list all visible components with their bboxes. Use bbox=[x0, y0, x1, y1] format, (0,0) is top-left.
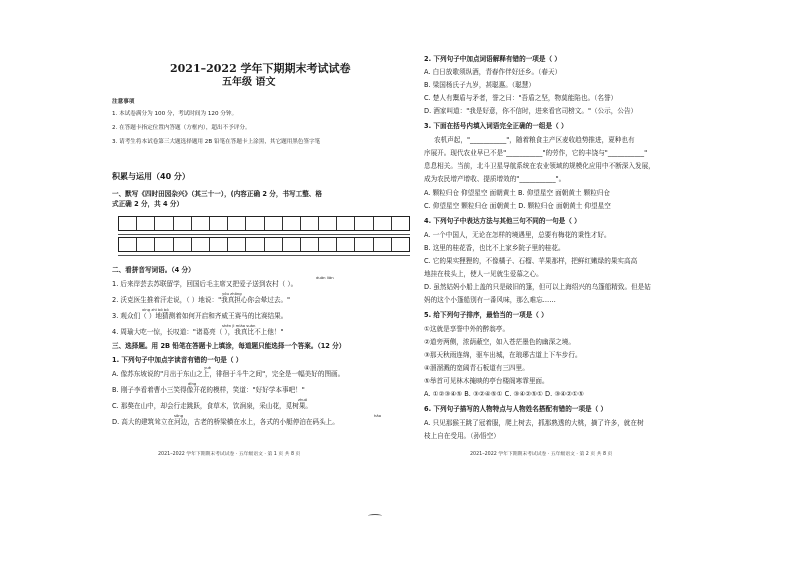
passage-line: 农机声起，"___________"，随着粮食主产区麦收趋势推进，夏种也有 bbox=[434, 136, 635, 144]
passage-line: 息息相关。当前，北斗卫星导航系统在农业领域的规模化应用中不断深入发展， bbox=[424, 162, 655, 170]
exam-page-1 bbox=[112, 40, 462, 510]
notice-heading: 注意事项 bbox=[112, 99, 135, 105]
question-6-heading: 6. 下列句子描写的人物特点与人物姓名搭配有错的一项是（ ） bbox=[424, 405, 608, 413]
grid-cell bbox=[246, 217, 264, 230]
question-5-heading: 5. 给下列句子排序，最恰当的一项是（ ） bbox=[424, 311, 548, 319]
grid-cell bbox=[119, 238, 137, 251]
pinyin-hint: yuè bbox=[204, 365, 211, 370]
grid-cell bbox=[174, 217, 192, 230]
pinyin-hint: xìng zhì bó bó bbox=[142, 307, 169, 312]
grid-cell bbox=[210, 238, 228, 251]
pinyin-hint: duān liǎn bbox=[316, 275, 334, 280]
option-line: 枝上自在受用。（孙悟空） bbox=[424, 432, 500, 440]
pinyin-hint: yóu zhōng bbox=[222, 291, 242, 296]
grid-cell bbox=[355, 238, 373, 251]
passage-line: 序展开。现代农业早已不是"___________"的劳作，它的丰饶与"___________" bbox=[424, 149, 648, 157]
question-1-line: 式正确 2 分，共 4 分） bbox=[112, 200, 184, 208]
option-line: B. 这里的桂花香，也比不上家乡院子里的桂花。 bbox=[424, 244, 565, 252]
option-line: A. 像苏东坡说的"月出于东山之上，徘徊于斗牛之间"，完全是一幅美好的图画。 bbox=[112, 370, 345, 378]
question-2-heading: 2. 下列句子中加点词语解释有错的一项是（ ） bbox=[424, 55, 561, 63]
grid-cell bbox=[192, 238, 210, 251]
sentence-item: ②道旁两侧，浓荫蔽空，如入苍茫墨色的幽深之境。 bbox=[424, 338, 575, 346]
grid-cell bbox=[319, 238, 337, 251]
grid-cell bbox=[155, 238, 173, 251]
grid-cell bbox=[210, 217, 228, 230]
page-footer: 2021–2022 学年下期期末考试试卷 · 五年级语文 · 第 2 页 共 8 页 bbox=[470, 452, 613, 457]
option-line: A. ①②③④⑤ B. ③②④⑤① C. ③④②⑤① D. ③④②①⑤ bbox=[424, 390, 584, 398]
grid-cell bbox=[174, 238, 192, 251]
pinyin-hint: shén jì miào suàn bbox=[222, 323, 256, 328]
grid-cell bbox=[137, 217, 155, 230]
notice-item: 2. 在答题卡指定位置内答题（方框内），超出不予评分。 bbox=[112, 125, 251, 131]
exam-subtitle: 五年级 语文 bbox=[222, 77, 276, 88]
grid-cell bbox=[228, 217, 246, 230]
grid-cell bbox=[392, 217, 409, 230]
grid-cell bbox=[228, 238, 246, 251]
question-4-heading: 4. 下列句子中表达方法与其他三句不同的一句是（ ） bbox=[424, 217, 581, 225]
option-line: A. 颗粒归仓 仰望星空 面朝黄土 B. 仰望星空 面朝黄土 颗粒归仓 bbox=[424, 189, 611, 197]
option-line: 地挂在枝头上，使人一见就生爱慕之心。 bbox=[424, 270, 543, 278]
grid-cell bbox=[119, 217, 137, 230]
pinyin-hint: hǎo bbox=[374, 413, 382, 418]
option-line: C. 楚人有鬻盾与矛者，誉之曰："吾盾之坚，物莫能陷也。（名誉） bbox=[424, 94, 618, 102]
question-3-heading: 三、选择题。用 2B 铅笔在答题卡上填涂，每道题只能选择一个答案。（12 分） bbox=[112, 342, 346, 350]
option-line: D. 高大的建筑耸立在河边，古老的桥梁横在水上，各式的小艇停泊在码头上。 bbox=[112, 418, 339, 426]
grid-cell bbox=[155, 217, 173, 230]
option-line: A. 一个中国人，无论在怎样的境遇里，总要有梅花的秉性才好。 bbox=[424, 231, 611, 239]
option-line: A. 只见那猴王跳了冠着服，爬上树去，抓那熟透的大桃，摘了许多，就在树 bbox=[424, 419, 644, 427]
sentence-item: ⑤举首可见林木掩映的亭台楼阁寒霏里面。 bbox=[424, 377, 549, 385]
grid-cell bbox=[246, 238, 264, 251]
grid-row bbox=[118, 237, 410, 252]
exam-title: 2021–2022 学年下期期末考试试卷 bbox=[170, 62, 351, 75]
grid-row bbox=[118, 216, 410, 231]
grid-cell bbox=[283, 217, 301, 230]
grid-cell bbox=[337, 217, 355, 230]
sentence-item: ③那天秋雨连绵，驱车出城，在琅琊古道上下车步行。 bbox=[424, 351, 582, 359]
page-footer: 2021–2022 学年下期期末考试试卷 · 五年级语文 · 第 1 页 共 8 页 bbox=[158, 452, 301, 457]
grid-cell bbox=[283, 238, 301, 251]
grid-cell bbox=[301, 217, 319, 230]
pinyin-hint: zhuó bbox=[298, 397, 308, 402]
page-divider-mark bbox=[368, 514, 382, 518]
option-line: B. 刚子李看着曹小三笑得像开花的模样，笑道："好好学本事吧！" bbox=[112, 386, 305, 394]
exam-page-2 bbox=[424, 40, 774, 510]
option-line: 妈的这个小篷船别有一番风味，那么难忘…… bbox=[424, 296, 556, 304]
grid-rule bbox=[118, 234, 410, 235]
notice-item: 1. 本试卷满分为 100 分，考试时间为 120 分钟。 bbox=[112, 111, 238, 117]
question-2-line: 4. 周瑜大吃一惊，长叹道："诸葛亮（ ），我真比不上他！" bbox=[112, 328, 284, 336]
option-line: D. 酒家叫道："我是好意，你不信时，进来看官司榜文。"（公示，公告） bbox=[424, 107, 638, 115]
grid-cell bbox=[337, 238, 355, 251]
option-line: C. 它的果实狸狸的，不像橘子、石榴、苹果那样，把鲜红嫩绿的果实高高 bbox=[424, 257, 638, 265]
pinyin-hint: sōng bbox=[174, 413, 184, 418]
grid-cell bbox=[374, 238, 392, 251]
pinyin-hint: dīng bbox=[188, 381, 197, 386]
grid-cell bbox=[137, 238, 155, 251]
option-line: C. 仰望星空 颗粒归仓 面朝黄土 D. 颗粒归仓 面朝黄土 仰望星空 bbox=[424, 202, 611, 210]
grid-cell bbox=[355, 217, 373, 230]
grid-cell bbox=[301, 238, 319, 251]
sentence-item: ①这就是享誉中外的醉翁亭。 bbox=[424, 325, 510, 333]
question-3-1-heading: 1. 下列句子中加点字读音有错的一句是（ ） bbox=[112, 356, 243, 364]
question-2-line: 1. 后来岸芸去苏联留学，回国后毛主席又把爱子送到农村（ ）。 bbox=[112, 280, 298, 288]
section-heading: 积累与运用（40 分） bbox=[112, 172, 190, 181]
question-3-heading: 3. 下面在括号内填入词语完全正确的一组是（ ） bbox=[424, 122, 568, 130]
option-line: D. 虽然姑妈小船上盖的只是破旧的篷，但可以上海绍兴的乌篷船精致。但是姑 bbox=[424, 283, 651, 291]
grid-cell bbox=[392, 238, 409, 251]
grid-cell bbox=[265, 238, 283, 251]
grid-cell bbox=[374, 217, 392, 230]
option-line: B. 梁国杨氏子九岁，甚聪惠。（聪慧） bbox=[424, 81, 535, 89]
question-2-line: 2. 沃克医生推着汗走说，（ ）地说："我真担心你会晕过去。" bbox=[112, 296, 291, 304]
question-2-line: 3. 观众们（ ）地猜测着如何开启和齐威王赛马的比赛结果。 bbox=[112, 312, 288, 320]
grid-rule bbox=[118, 255, 410, 256]
passage-line: 成为农民增产增收、提质增效的"___________"。 bbox=[424, 175, 566, 183]
option-line: C. 那獒在山中，却会行走跳跃，食草木，饮涧泉，采山花，觅树果。 bbox=[112, 402, 313, 410]
sentence-item: ④溜溜溅的宽阔青石板道有三四里。 bbox=[424, 364, 529, 372]
grid-cell bbox=[319, 217, 337, 230]
notice-item: 3. 请考生将本试卷第三大题选择题用 2B 铅笔在答题卡上涂黑，其它题用黑色签字笔 bbox=[112, 139, 321, 145]
option-line: A. 白日放歌须纵酒，青春作伴好还乡。（春天） bbox=[424, 68, 562, 76]
question-1-line: 一、默写《四时田园杂兴》（其三十一），(内容正确 2 分，书写工整、格 bbox=[112, 190, 322, 198]
grid-cell bbox=[192, 217, 210, 230]
question-2-heading: 二、看拼音写词语。（4 分） bbox=[112, 266, 195, 274]
grid-cell bbox=[265, 217, 283, 230]
writing-grid bbox=[118, 216, 410, 258]
